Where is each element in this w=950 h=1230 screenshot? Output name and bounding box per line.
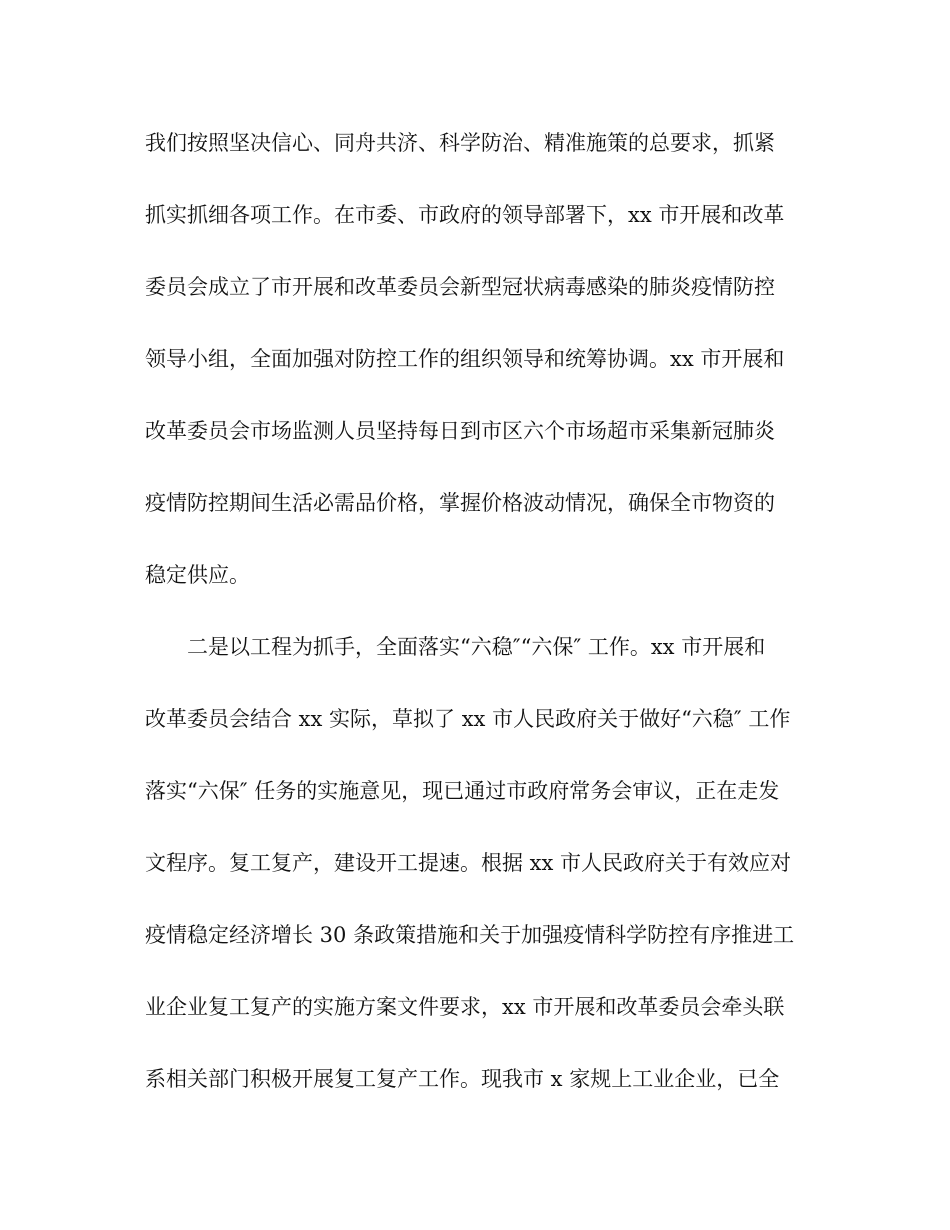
text-line: 我们按照坚决信心、同舟共济、科学防治、精准施策的总要求，抓紧 [145,131,775,155]
text-line: 领导小组，全面加强对防控工作的组织领导和统筹协调。xx 市开展和 [145,347,785,371]
text-line: 抓实抓细各项工作。在市委、市政府的领导部署下，xx 市开展和改革 [145,203,785,227]
text-line: 改革委员会市场监测人员坚持每日到市区六个市场超市采集新冠肺炎 [145,419,775,443]
text-line: 系相关部门积极开展复工复产工作。现我市 x 家规上工业企业，已全 [145,1067,780,1091]
text-line: 疫情稳定经济增长 30 条政策措施和关于加强疫情科学防控有序推进工 [145,923,795,947]
text-line: 改革委员会结合 xx 实际，草拟了 xx 市人民政府关于做好“六稳″ 工作 [145,707,791,731]
text-line: 疫情防控期间生活必需品价格，掌握价格波动情况，确保全市物资的 [145,491,775,515]
text-line: 二是以工程为抓手，全面落实“六稳″“六保″ 工作。xx 市开展和 [187,635,766,659]
text-line: 委员会成立了市开展和改革委员会新型冠状病毒感染的肺炎疫情防控 [145,275,775,299]
text-line: 业企业复工复产的实施方案文件要求，xx 市开展和改革委员会牵头联 [145,995,785,1019]
text-line: 落实“六保″ 任务的实施意见，现已通过市政府常务会审议，正在走发 [145,779,780,803]
text-line: 稳定供应。 [145,563,250,587]
text-line: 文程序。复工复产，建设开工提速。根据 xx 市人民政府关于有效应对 [145,851,792,875]
